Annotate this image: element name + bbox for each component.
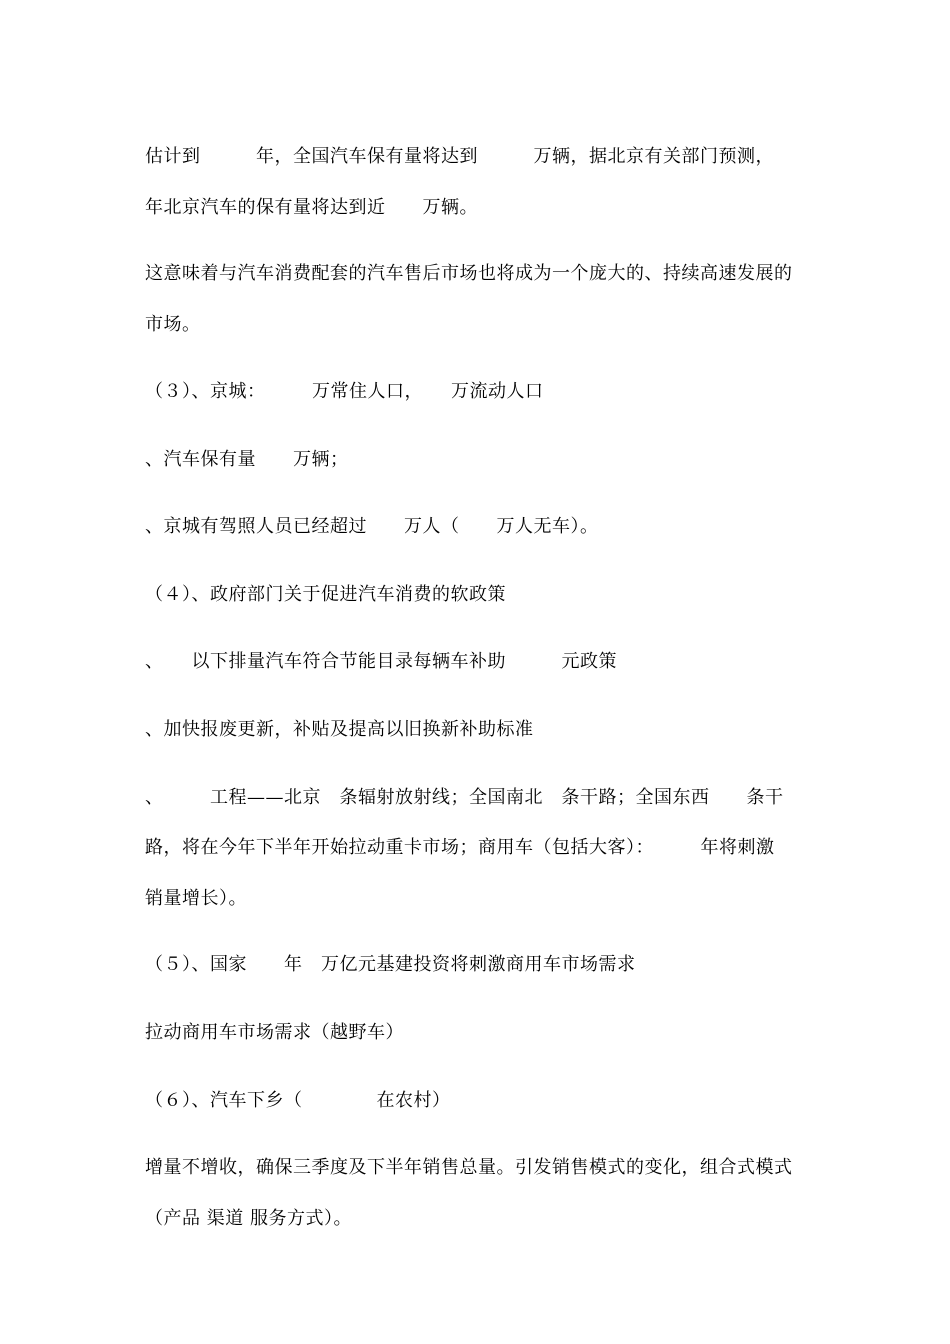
text-line-1: 估计到 年，全国汽车保有量将达到 万辆，据北京有关部门预测， <box>145 146 774 167</box>
text-line-9: 、 以下排量汽车符合节能目录每辆车补助 元政策 <box>145 651 617 672</box>
text-line-16: （６）、汽车下乡（ 在农村） <box>145 1090 451 1111</box>
text-line-8: （４）、政府部门关于促进汽车消费的软政策 <box>145 584 506 605</box>
text-line-11: 、 工程——北京 条辐射放射线；全国南北 条干路；全国东西 条干 <box>145 787 784 808</box>
text-line-5: （３）、京城： 万常住人口， 万流动人口 <box>145 381 544 402</box>
text-line-10: 、加快报废更新，补贴及提高以旧换新补助标准 <box>145 719 534 740</box>
text-line-15: 拉动商用车市场需求（越野车） <box>145 1022 404 1043</box>
text-line-13: 销量增长）。 <box>145 888 247 909</box>
text-line-12: 路，将在今年下半年开始拉动重卡市场；商用车（包括大客）： 年将刺激 <box>145 837 775 858</box>
text-line-6: 、汽车保有量 万辆； <box>145 449 349 470</box>
text-line-14: （５）、国家 年 万亿元基建投资将刺激商用车市场需求 <box>145 954 636 975</box>
text-line-4: 市场。 <box>145 314 201 335</box>
text-line-2: 年北京汽车的保有量将达到近 万辆。 <box>145 197 478 218</box>
text-line-3: 这意味着与汽车消费配套的汽车售后市场也将成为一个庞大的、持续高速发展的 <box>145 263 793 284</box>
text-line-18: （产品 渠道 服务方式）。 <box>145 1208 352 1229</box>
text-line-7: 、京城有驾照人员已经超过 万人（ 万人无车）。 <box>145 516 599 537</box>
text-line-17: 增量不增收，确保三季度及下半年销售总量。引发销售模式的变化，组合式模式 <box>145 1157 793 1178</box>
